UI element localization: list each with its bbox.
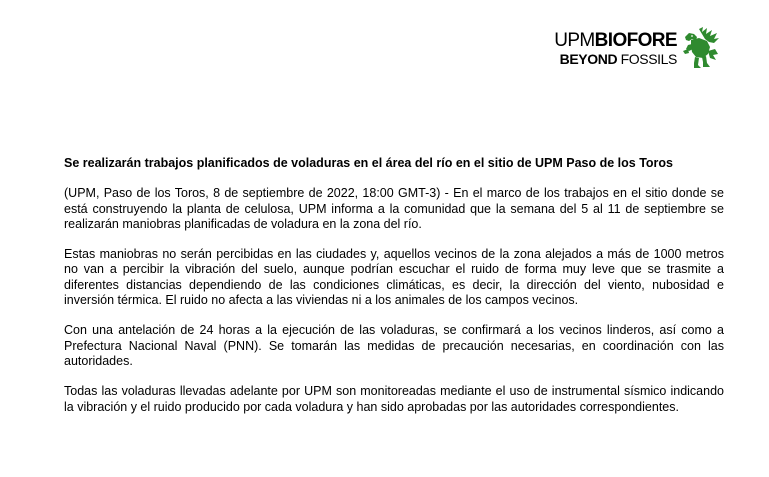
logo-beyond: BEYOND	[559, 51, 618, 67]
logo-upm: UPM	[554, 30, 595, 51]
press-release-body	[64, 156, 724, 415]
upm-biofore-logo	[553, 27, 721, 71]
logo-line-2	[553, 52, 677, 66]
logo-biofore: BIOFORE	[594, 30, 677, 51]
page-title: Se realizarán trabajos planificados de voladuras en el área del río en el sitio de UPM Paso de los Toros	[64, 156, 673, 170]
griffin-icon	[679, 27, 719, 69]
logo-line-1	[553, 31, 677, 50]
logo-fossils: FOSSILS	[620, 51, 677, 67]
paragraph-monitoring: Todas las voladuras llevadas adelante por UPM son monitoreadas mediante el uso de instrumental sísmico indicando la vibración y el ruido producido por cada voladura y han sido aprobadas por las autoridades correspondientes.	[64, 384, 724, 414]
paragraph-effects: Estas maniobras no serán percibidas en las ciudades y, aquellos vecinos de la zona alejados a más de 1000 metros no van a percibir la vibración del suelo, aunque podrían escuchar el ruido de forma muy leve que se trasmite a diferentes distancias dependiendo de las condiciones climáticas, es decir, la dirección del viento, nubosidad e inversión térmica. El ruido no afecta a las viviendas ni a los animales de los campos vecinos.	[64, 247, 724, 308]
logo-wordmark	[553, 27, 677, 66]
paragraph-notice: Con una antelación de 24 horas a la ejecución de las voladuras, se confirmará a los vecinos linderos, así como a Prefectura Nacional Naval (PNN). Se tomarán las medidas de precaución necesarias, en coordinación con las autoridades.	[64, 323, 724, 368]
paragraph-intro: (UPM, Paso de los Toros, 8 de septiembre de 2022, 18:00 GMT-3) - En el marco de los trabajos en el sitio donde se está construyendo la planta de celulosa, UPM informa a la comunidad que la semana del 5 al 11 de septiembre se realizarán maniobras planificadas de voladura en la zona del río.	[64, 186, 724, 231]
